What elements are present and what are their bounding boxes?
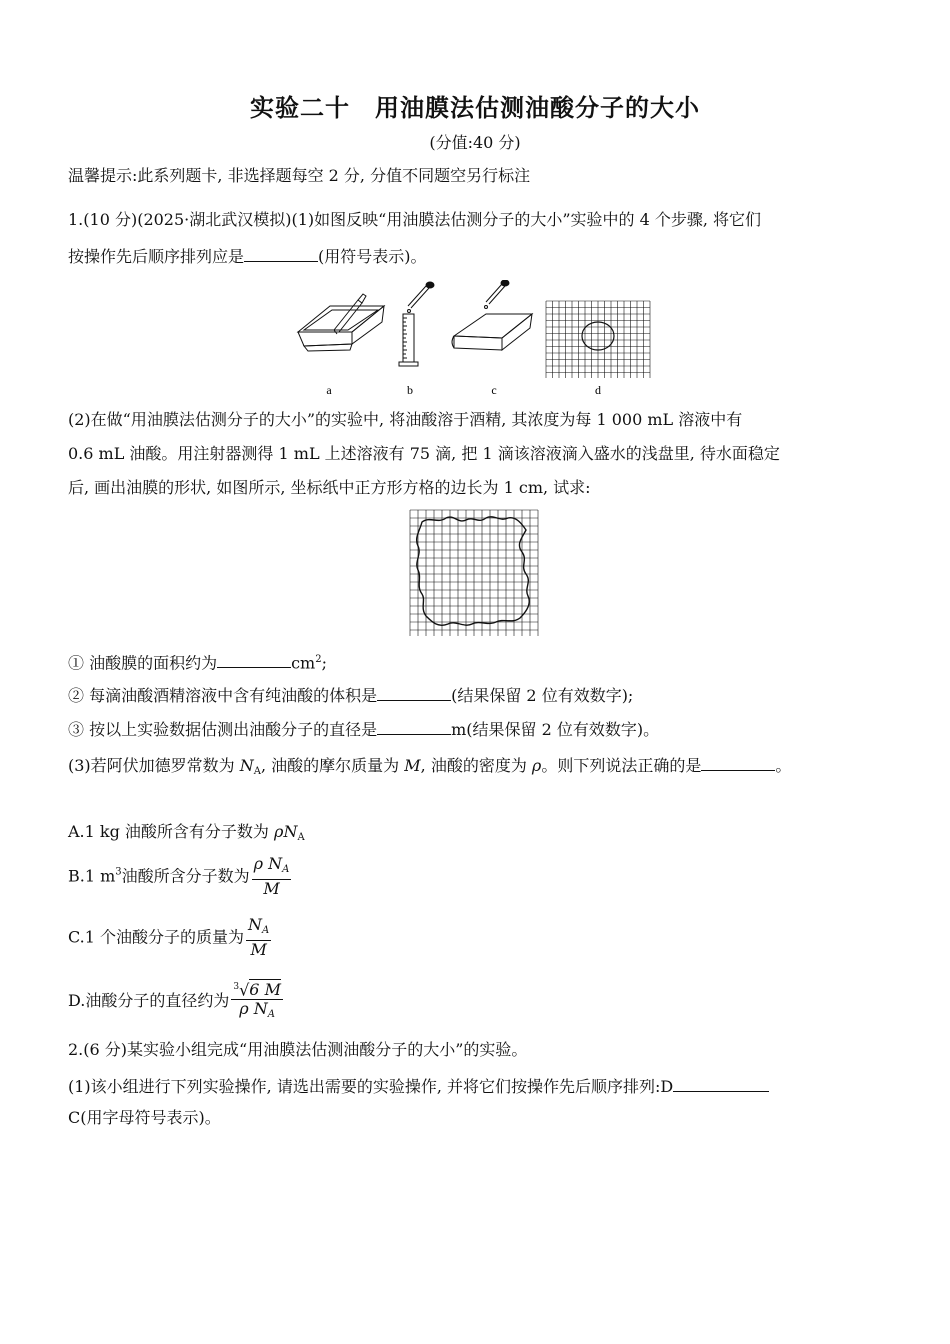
q1-sub3-tail: m(结果保留 2 位有效数字)。 [451, 720, 660, 739]
density-symbol: ρ [531, 756, 542, 775]
oil-film-grid-figure [408, 508, 540, 638]
steps-figure [290, 280, 670, 398]
q1-sub2 [68, 684, 633, 706]
q1-sub1 [68, 650, 327, 673]
q1-part3-end: 。 [775, 756, 792, 775]
option-c[interactable] [68, 916, 271, 959]
fig-label-c: c [491, 383, 497, 397]
option-a[interactable] [68, 822, 305, 848]
q2-line2-text: (1)该小组进行下列实验操作, 请选出需要的实验操作, 并将它们按操作先后顺序排列:D [68, 1077, 674, 1096]
figure-c-tray-dropper [452, 280, 532, 350]
option-c-text: C.1 个油酸分子的质量为 [68, 927, 245, 947]
avogadro-sub: A [253, 766, 261, 777]
q1-sub1-end: ; [321, 653, 327, 673]
score-label: (分值:40 分) [429, 133, 521, 152]
option-a-expr: ρN [274, 822, 298, 841]
diameter-blank[interactable] [377, 718, 451, 735]
radical-sign: √ [239, 980, 250, 1000]
option-b-exp: 3 [115, 866, 122, 878]
coordinate-grid [410, 510, 538, 636]
q2-line3: C(用字母符号表示)。 [68, 1108, 221, 1127]
option-c-fraction [246, 916, 271, 959]
q1-sub2-text: ② 每滴油酸酒精溶液中含有纯油酸的体积是 [68, 686, 378, 705]
page-title: 实验二十 用油膜法估测油酸分子的大小 [250, 94, 700, 122]
option-a-text: A.1 kg 油酸所含有分子数为 [68, 822, 275, 841]
area-blank[interactable] [217, 651, 291, 668]
q1-sub3-text: ③ 按以上实验数据估测出油酸分子的直径是 [68, 720, 378, 739]
option-c-num: N [248, 915, 263, 934]
volume-blank[interactable] [377, 684, 451, 701]
q1-sub1-unit-exp: 2 [315, 654, 322, 665]
option-d-text: D.油酸分子的直径约为 [68, 991, 230, 1011]
option-b-text: B.1 m [68, 866, 116, 886]
option-d-num: 6 M [249, 980, 281, 1000]
option-b-den: M [263, 879, 280, 898]
figure-b-cylinder-dropper [399, 282, 434, 366]
option-d-den-sub: A [267, 1009, 276, 1021]
q1-part3-text-a: (3)若阿伏加德罗常数为 [68, 756, 240, 775]
q1-part3-text-c: , 油酸的密度为 [420, 756, 532, 775]
cube-root-index: 3 [233, 982, 240, 992]
tip-text: 温馨提示:此系列题卡, 非选择题每空 2 分, 分值不同题空另行标注 [68, 166, 531, 185]
fig-label-a: a [326, 383, 332, 397]
q1-part3 [68, 754, 791, 782]
option-d-fraction [231, 978, 283, 1024]
q1-part3-text-b: , 油酸的摩尔质量为 [261, 756, 405, 775]
option-c-num-sub: A [262, 925, 270, 936]
avogadro-symbol: N [239, 756, 254, 775]
option-d[interactable] [68, 978, 283, 1024]
correct-statement-blank[interactable] [701, 754, 775, 771]
option-b-fraction [252, 855, 292, 898]
q1-part2-line3: 后, 画出油膜的形状, 如图所示, 坐标纸中正方形方格的边长为 1 cm, 试求: [68, 478, 591, 497]
q1-sub1-text: ① 油酸膜的面积约为 [68, 653, 218, 673]
q1-part3-text-d: 。则下列说法正确的是 [541, 756, 702, 775]
q1-part2-line2: 0.6 mL 油酸。用注射器测得 1 mL 上述溶液有 75 滴, 把 1 滴该溶液滴入盛水的浅盘里, 待水面稳定 [68, 444, 780, 463]
q2-line2 [68, 1075, 769, 1097]
fig-label-d: d [595, 383, 601, 397]
option-a-sub: A [297, 832, 305, 843]
option-d-den: ρ N [239, 999, 268, 1019]
q1-line1: 1.(10 分)(2025·湖北武汉模拟)(1)如图反映“用油膜法估测分子的大小”实验中的 4 个步骤, 将它们 [68, 210, 762, 229]
q1-part2-line1: (2)在做“用油膜法估测分子的大小”的实验中, 将油酸溶于酒精, 其浓度为每 1 000 mL 溶液中有 [68, 410, 743, 429]
q1-line2-text: 按操作先后顺序排列应是 [68, 247, 245, 266]
q1-sub3 [68, 718, 659, 740]
option-b-num: ρ N [253, 854, 283, 873]
q2-order-blank[interactable] [673, 1075, 769, 1092]
fig-label-b: b [407, 383, 413, 397]
q2-line1: 2.(6 分)某实验小组完成“用油膜法估测油酸分子的大小”的实验。 [68, 1040, 528, 1059]
option-b-text2: 油酸所含分子数为 [121, 866, 250, 886]
q1-line2 [68, 245, 427, 267]
option-c-den: M [250, 940, 267, 959]
q1-line2-tail: (用符号表示)。 [318, 247, 427, 266]
oil-film-outline [417, 517, 530, 625]
molar-mass-symbol: M [404, 756, 421, 775]
q1-order-blank[interactable] [244, 245, 318, 262]
figure-a-tray-with-pencil [298, 294, 384, 351]
option-b-num-sub: A [282, 864, 290, 875]
q1-sub2-tail: (结果保留 2 位有效数字); [451, 686, 634, 705]
q1-sub1-unit: cm [291, 653, 316, 673]
figure-d-grid-outline [546, 301, 650, 378]
option-b[interactable] [68, 855, 291, 898]
